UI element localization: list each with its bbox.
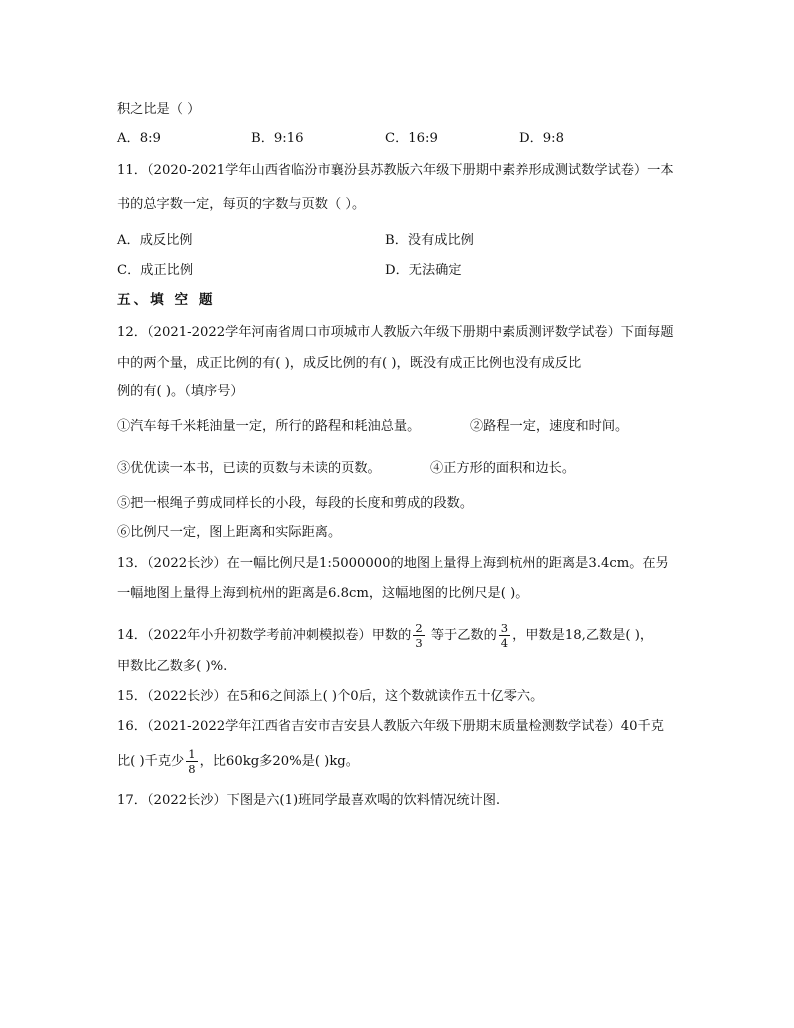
q16-line1: 16．（2021-2022学年江西省吉安市吉安县人教版六年级下册期末质量检测数学试卷）40千克 [117, 719, 664, 734]
q12-item-2: ②路程一定，速度和时间。 [470, 419, 629, 434]
q16-text-1: 比( )千克少 [117, 754, 185, 769]
q10-option-c: C．16:9 [385, 131, 438, 146]
q11-line1: 11．（2020-2021学年山西省临汾市襄汾县苏教版六年级下册期中素养形成测试数学试卷）一本 [117, 163, 674, 178]
q10-option-b: B．9:16 [251, 131, 304, 146]
q14-text-1: 14．（2022年小升初数学考前冲刺模拟卷）甲数的 [117, 628, 412, 643]
q12-item-5: ⑤把一根绳子剪成同样长的小段，每段的长度和剪成的段数。 [117, 496, 474, 511]
q17-line1: 17．（2022长沙）下图是六(1)班同学最喜欢喝的饮料情况统计图. [117, 793, 501, 808]
q10-option-a: A．8:9 [117, 131, 161, 146]
q14-text-3: ，甲数是18,乙数是( )， [512, 628, 654, 643]
q12-item-6: ⑥比例尺一定，图上距离和实际距离。 [117, 525, 342, 540]
q14-fraction-2-numerator: 3 [500, 621, 509, 635]
q14-line2: 甲数比乙数多( )%. [117, 659, 228, 674]
q10-option-d: D．9:8 [519, 131, 564, 146]
section-heading: 五、填 空 题 [117, 292, 216, 308]
q14-fraction-1 [413, 622, 424, 649]
q14-text-2: 等于乙数的 [426, 628, 497, 643]
q16-line2 [117, 746, 359, 778]
q14-line1 [117, 620, 653, 652]
q16-fraction [186, 748, 197, 775]
q14-fraction-1-denominator: 3 [415, 636, 423, 650]
q15-line1: 15．（2022长沙）在5和6之间添上( )个0后，这个数就读作五十亿零六。 [117, 689, 544, 704]
q16-fraction-denominator: 8 [188, 762, 196, 776]
q14-fraction-1-numerator: 2 [415, 621, 423, 635]
q11-option-a: A．成反比例 [117, 233, 193, 248]
q14-fraction-2-denominator: 4 [500, 636, 509, 650]
q12-line3: 例的有( )。（填序号） [117, 384, 244, 399]
q12-item-4: ④正方形的面积和边长。 [430, 461, 576, 476]
q11-option-d: D．无法确定 [385, 263, 462, 278]
q12-line2: 中的两个量，成正比例的有( )，成反比例的有( )，既没有成正比例也没有成反比 [117, 356, 582, 371]
q16-fraction-numerator: 1 [188, 747, 196, 761]
q13-line1: 13．（2022长沙）在一幅比例尺是1:5000000的地图上量得上海到杭州的距离是3.4cm。在另 [117, 556, 669, 571]
q11-option-b: B．没有成比例 [385, 233, 474, 248]
q12-line1: 12．（2021-2022学年河南省周口市项城市人教版六年级下册期中素质测评数学试卷）下面每题 [117, 325, 674, 340]
q12-item-1: ①汽车每千米耗油量一定，所行的路程和耗油总量。 [117, 419, 421, 434]
q14-fraction-2 [499, 622, 510, 649]
q13-line2: 一幅地图上量得上海到杭州的距离是6.8cm，这幅地图的比例尺是( )。 [117, 586, 529, 601]
q11-option-c: C．成正比例 [117, 263, 194, 278]
q12-item-3: ③优优读一本书，已读的页数与未读的页数。 [117, 461, 381, 476]
q16-text-2: ，比60kg多20%是( )kg。 [199, 754, 359, 769]
q11-line2: 书的总字数一定，每页的字数与页数（ ）。 [117, 197, 366, 212]
q10-stem-tail: 积之比是（ ） [117, 102, 201, 117]
